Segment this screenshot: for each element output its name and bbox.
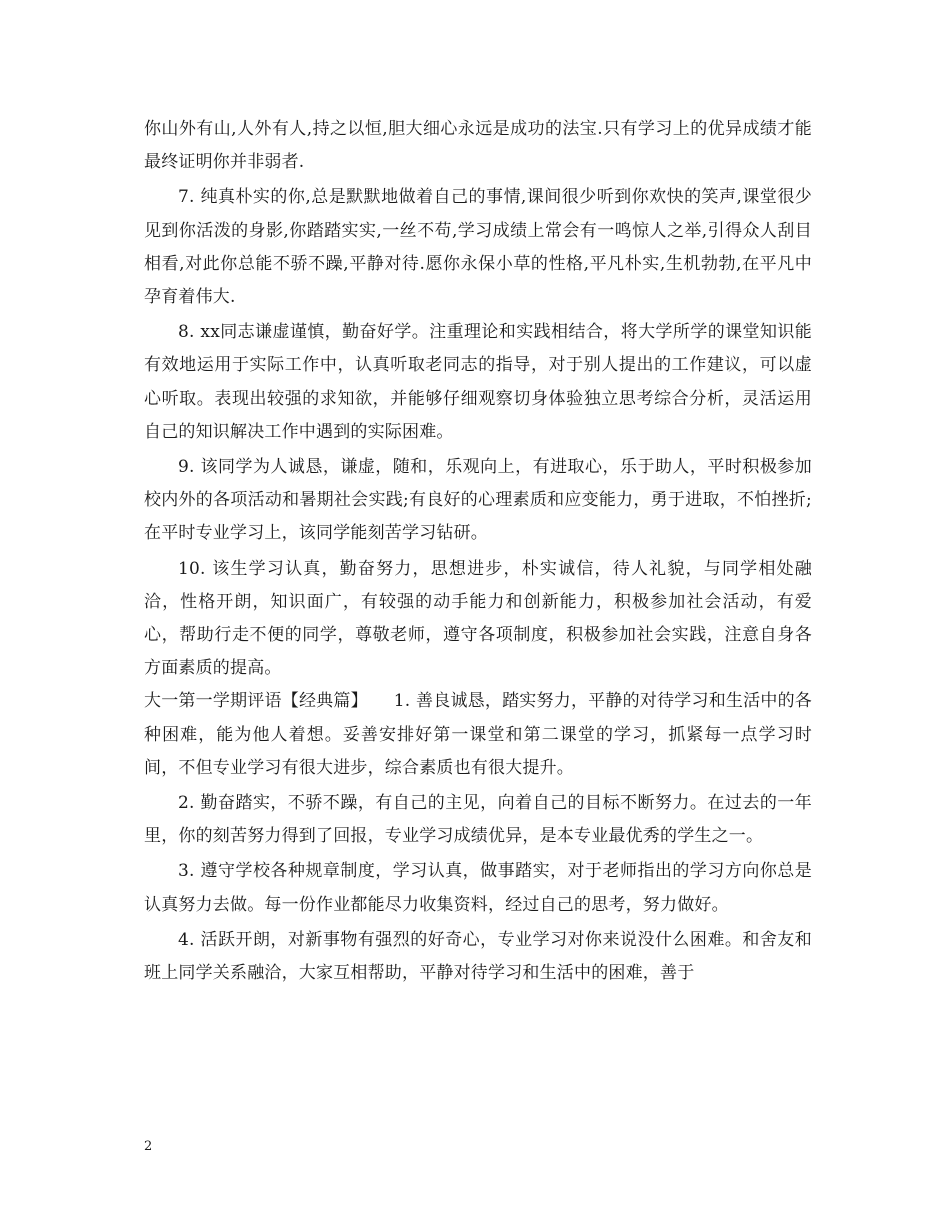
page-number: 2: [144, 1139, 153, 1154]
paragraph-item-8: 8. xx同志谦虚谨慎，勤奋好学。注重理论和实践相结合，将大学所学的课堂知识能有效地运用于实际工作中，认真听取老同志的指导，对于别人提出的工作建议，可以虚心听取。表现出较强的求知欲，并能够仔细观察切身体验独立思考综合分析，灵活运用自己的知识解决工作中遇到的实际困难。: [144, 322, 812, 442]
paragraph-item-7: 7. 纯真朴实的你,总是默默地做着自己的事情,课间很少听到你欢快的笑声,课堂很少见到你活泼的身影,你踏踏实实,一丝不苟,学习成绩上常会有一鸣惊人之举,引得众人刮目相看,对此你总能不骄不躁,平静对待.愿你永保小草的性格,平凡朴实,生机勃勃,在平凡中孕育着伟大.: [144, 187, 812, 308]
paragraph-item-1: 1. 善良诚恳，踏实努力，平静的对待学习和生活中的各种困难，能为他人着想。妥善安排好第一课堂和第二课堂的学习，抓紧每一点学习时间，不但专业学习有很大进步，综合素质也有很大提升。: [144, 691, 812, 778]
section-heading-gap: [359, 691, 393, 711]
paragraph-item-3: 3. 遵守学校各种规章制度，学习认真，做事踏实，对于老师指出的学习方向你总是认真努力去做。每一份作业都能尽力收集资料，经过自己的思考，努力做好。: [144, 861, 812, 915]
paragraph-item-10: 10. 该生学习认真，勤奋努力，思想进步，朴实诚信，待人礼貌，与同学相处融洽，性格开朗，知识面广，有较强的动手能力和创新能力，积极参加社会活动，有爱心，帮助行走不便的同学，尊敬老师，遵守各项制度，积极参加社会实践，注意自身各方面素质的提高。: [144, 558, 812, 679]
paragraph-item-4: 4. 活跃开朗，对新事物有强烈的好奇心，专业学习对你来说没什么困难。和舍友和班上同学关系融洽，大家互相帮助，平静对待学习和生活中的困难，善于: [144, 929, 812, 984]
paragraph-item-2: 2. 勤奋踏实，不骄不躁，有自己的主见，向着自己的目标不断努力。在过去的一年里，你的刻苦努力得到了回报，专业学习成绩优异，是本专业最优秀的学生之一。: [144, 793, 812, 847]
document-body: [144, 113, 812, 990]
paragraph-item-9: 9. 该同学为人诚恳，谦虚，随和，乐观向上，有进取心，乐于助人，平时积极参加校内外的各项活动和暑期社会实践;有良好的心理素质和应变能力，勇于进取，不怕挫折;在平时专业学习上，该同学能刻苦学习钻研。: [144, 457, 812, 544]
paragraph-continuation: 你山外有山,人外有人,持之以恒,胆大细心永远是成功的法宝.只有学习上的优异成绩才能最终证明你并非弱者.: [144, 119, 812, 173]
section-heading: 大一第一学期评语【经典篇】: [144, 691, 360, 712]
section-paragraph: [144, 685, 812, 785]
